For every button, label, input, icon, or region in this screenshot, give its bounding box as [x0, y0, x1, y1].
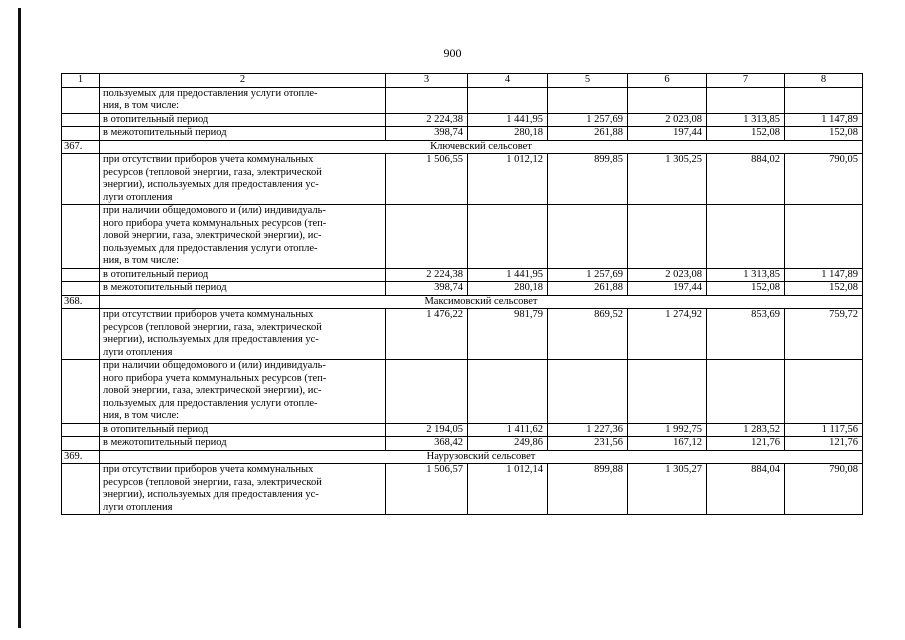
- table-row: [62, 113, 863, 127]
- value-cell: 981,79: [468, 309, 548, 360]
- value-cell: 853,69: [707, 309, 785, 360]
- description-line: ного прибора учета коммунальных ресурсов (теп-: [103, 372, 327, 384]
- scan-edge: [18, 8, 21, 628]
- value-cell: 790,08: [785, 464, 863, 515]
- header-cell: 1: [62, 74, 100, 88]
- description-line: луги отопления: [103, 346, 173, 358]
- header-cell: 3: [386, 74, 468, 88]
- value-cell: 1 411,62: [468, 423, 548, 437]
- tariff-table: [61, 73, 863, 515]
- value-cell: 152,08: [707, 282, 785, 296]
- row-number: [62, 423, 100, 437]
- row-number: [62, 309, 100, 360]
- description-line: при отсутствии приборов учета коммунальных: [103, 464, 314, 475]
- value-cell: 152,08: [707, 127, 785, 141]
- page-number: 900: [443, 46, 462, 60]
- header-row: [62, 74, 863, 88]
- description-line: в межотопительный период: [103, 282, 227, 293]
- table-row: [62, 154, 863, 205]
- description-line: при наличии общедомового и (или) индивидуаль-: [103, 360, 326, 371]
- value-cell: 884,04: [707, 464, 785, 515]
- value-cell: [628, 205, 707, 269]
- value-cell: 759,72: [785, 309, 863, 360]
- value-cell: [785, 360, 863, 424]
- row-number: [62, 360, 100, 424]
- table-row: [62, 87, 863, 113]
- description-line: ния, в том числе:: [103, 410, 180, 421]
- value-cell: 1 305,25: [628, 154, 707, 205]
- table-row: [62, 360, 863, 424]
- value-cell: 1 227,36: [548, 423, 628, 437]
- description-line: ресурсов (тепловой энергии, газа, электрической: [103, 476, 322, 488]
- value-cell: 1 012,12: [468, 154, 548, 205]
- table-row: [62, 423, 863, 437]
- value-cell: 2 224,38: [386, 113, 468, 127]
- value-cell: 121,76: [707, 437, 785, 451]
- description-line: в отопительный период: [103, 113, 209, 125]
- value-cell: 1 147,89: [785, 268, 863, 282]
- value-cell: [548, 360, 628, 424]
- header-cell: 5: [548, 74, 628, 88]
- description-line: в межотопительный период: [103, 127, 227, 138]
- description-line: в межотопительный период: [103, 437, 227, 448]
- value-cell: 1 992,75: [628, 423, 707, 437]
- row-description: [100, 423, 386, 437]
- value-cell: 869,52: [548, 309, 628, 360]
- description-line: ного прибора учета коммунальных ресурсов (теп-: [103, 217, 327, 229]
- value-cell: [468, 360, 548, 424]
- table-row: [62, 437, 863, 451]
- value-cell: 261,88: [548, 282, 628, 296]
- value-cell: [785, 87, 863, 113]
- table-row: [62, 282, 863, 296]
- value-cell: 1 147,89: [785, 113, 863, 127]
- value-cell: 1 012,14: [468, 464, 548, 515]
- value-cell: [628, 360, 707, 424]
- region-name: Максимовский сельсовет: [100, 295, 863, 309]
- value-cell: 398,74: [386, 127, 468, 141]
- value-cell: 398,74: [386, 282, 468, 296]
- value-cell: [707, 205, 785, 269]
- description-line: при отсутствии приборов учета коммунальных: [103, 154, 314, 165]
- value-cell: 1 257,69: [548, 113, 628, 127]
- value-cell: 249,86: [468, 437, 548, 451]
- value-cell: 1 476,22: [386, 309, 468, 360]
- description-line: энергии), используемых для предоставления ус-: [103, 179, 319, 190]
- value-cell: [468, 87, 548, 113]
- row-number: 367.: [62, 140, 100, 154]
- value-cell: 261,88: [548, 127, 628, 141]
- value-cell: 899,85: [548, 154, 628, 205]
- row-number: [62, 205, 100, 269]
- header-cell: 2: [100, 74, 386, 88]
- header-cell: 4: [468, 74, 548, 88]
- value-cell: [548, 205, 628, 269]
- value-cell: 280,18: [468, 127, 548, 141]
- description-line: ресурсов (тепловой энергии, газа, электрической: [103, 166, 322, 178]
- description-line: в отопительный период: [103, 268, 209, 280]
- header-cell: 8: [785, 74, 863, 88]
- description-line: ния, в том числе:: [103, 100, 180, 111]
- value-cell: [468, 205, 548, 269]
- table-body: [62, 74, 863, 515]
- row-number: [62, 282, 100, 296]
- row-number: [62, 127, 100, 141]
- region-row: [62, 140, 863, 154]
- value-cell: 152,08: [785, 282, 863, 296]
- table-row: [62, 464, 863, 515]
- value-cell: [707, 360, 785, 424]
- table-row: [62, 309, 863, 360]
- value-cell: 2 023,08: [628, 113, 707, 127]
- value-cell: 1 313,85: [707, 268, 785, 282]
- row-description: [100, 87, 386, 113]
- description-line: энергии), используемых для предоставления ус-: [103, 489, 319, 500]
- description-line: луги отопления: [103, 191, 173, 203]
- value-cell: 368,42: [386, 437, 468, 451]
- value-cell: 280,18: [468, 282, 548, 296]
- description-line: энергии), используемых для предоставления ус-: [103, 334, 319, 345]
- description-line: пользуемых для предоставления услуги отопле-: [103, 87, 318, 99]
- value-cell: 1 283,52: [707, 423, 785, 437]
- value-cell: 231,56: [548, 437, 628, 451]
- value-cell: 2 194,05: [386, 423, 468, 437]
- description-line: пользуемых для предоставления услуги отопле-: [103, 242, 318, 254]
- row-number: [62, 154, 100, 205]
- value-cell: 1 305,27: [628, 464, 707, 515]
- value-cell: [785, 205, 863, 269]
- row-number: 369.: [62, 450, 100, 464]
- value-cell: 1 441,95: [468, 268, 548, 282]
- description-line: ресурсов (тепловой энергии, газа, электрической: [103, 321, 322, 333]
- value-cell: 197,44: [628, 127, 707, 141]
- value-cell: [386, 87, 468, 113]
- value-cell: 2 224,38: [386, 268, 468, 282]
- row-description: [100, 282, 386, 296]
- header-cell: 7: [707, 74, 785, 88]
- value-cell: 152,08: [785, 127, 863, 141]
- value-cell: 1 506,55: [386, 154, 468, 205]
- value-cell: 1 117,56: [785, 423, 863, 437]
- value-cell: 884,02: [707, 154, 785, 205]
- value-cell: [628, 87, 707, 113]
- row-number: [62, 268, 100, 282]
- row-number: [62, 437, 100, 451]
- value-cell: 1 257,69: [548, 268, 628, 282]
- header-cell: 6: [628, 74, 707, 88]
- row-number: [62, 87, 100, 113]
- value-cell: 167,12: [628, 437, 707, 451]
- table-row: [62, 205, 863, 269]
- description-line: луги отопления: [103, 501, 173, 513]
- row-description: [100, 437, 386, 451]
- table-row: [62, 127, 863, 141]
- row-description: [100, 127, 386, 141]
- row-description: [100, 154, 386, 205]
- description-line: ния, в том числе:: [103, 255, 180, 266]
- description-line: ловой энергии, газа, электрической энергии), ис-: [103, 230, 322, 241]
- value-cell: [707, 87, 785, 113]
- row-description: [100, 268, 386, 282]
- value-cell: [386, 205, 468, 269]
- row-number: [62, 464, 100, 515]
- description-line: при отсутствии приборов учета коммунальных: [103, 309, 314, 320]
- row-number: 368.: [62, 295, 100, 309]
- row-number: [62, 113, 100, 127]
- value-cell: 121,76: [785, 437, 863, 451]
- description-line: пользуемых для предоставления услуги отопле-: [103, 397, 318, 409]
- description-line: ловой энергии, газа, электрической энергии), ис-: [103, 385, 322, 396]
- value-cell: 1 506,57: [386, 464, 468, 515]
- table-row: [62, 268, 863, 282]
- value-cell: 197,44: [628, 282, 707, 296]
- value-cell: 1 274,92: [628, 309, 707, 360]
- value-cell: [548, 87, 628, 113]
- row-description: [100, 360, 386, 424]
- row-description: [100, 205, 386, 269]
- value-cell: 790,05: [785, 154, 863, 205]
- value-cell: 899,88: [548, 464, 628, 515]
- row-description: [100, 113, 386, 127]
- row-description: [100, 309, 386, 360]
- value-cell: 1 313,85: [707, 113, 785, 127]
- value-cell: 2 023,08: [628, 268, 707, 282]
- value-cell: 1 441,95: [468, 113, 548, 127]
- description-line: в отопительный период: [103, 423, 209, 435]
- region-row: [62, 450, 863, 464]
- row-description: [100, 464, 386, 515]
- region-name: Ключевский сельсовет: [100, 140, 863, 154]
- description-line: при наличии общедомового и (или) индивидуаль-: [103, 205, 326, 216]
- region-name: Наурузовский сельсовет: [100, 450, 863, 464]
- value-cell: [386, 360, 468, 424]
- region-row: [62, 295, 863, 309]
